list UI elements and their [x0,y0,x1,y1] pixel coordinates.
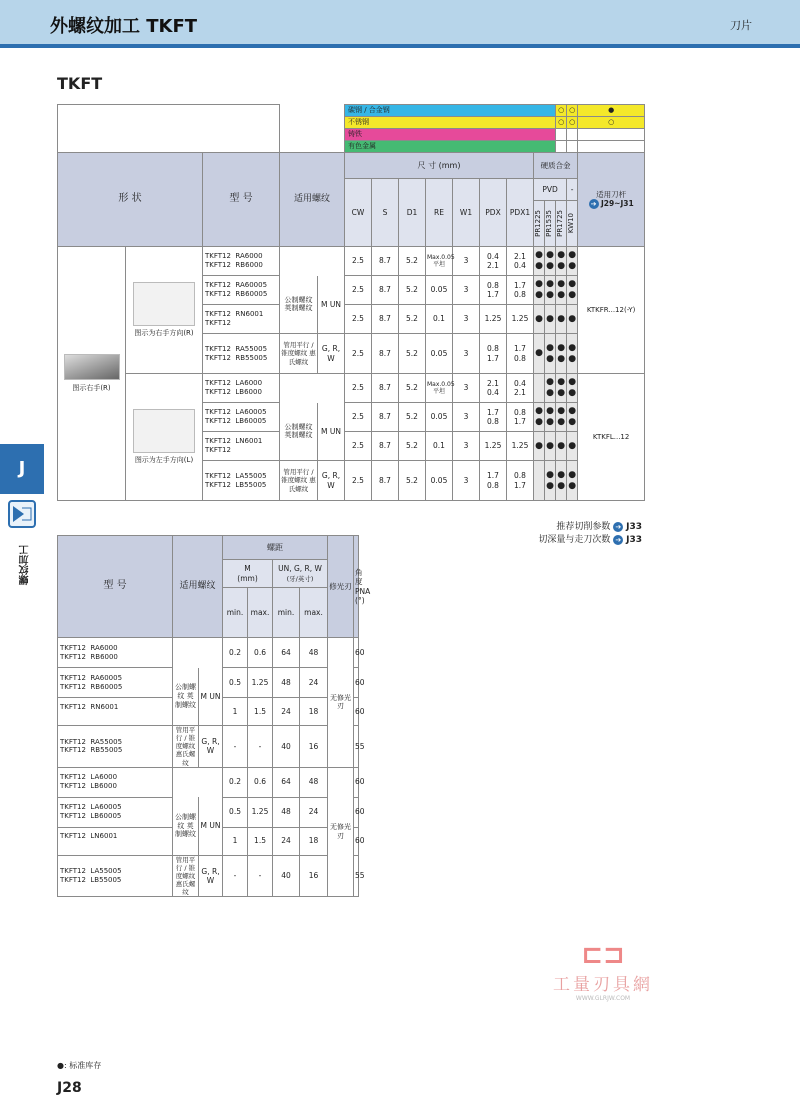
threading-icon [8,500,36,528]
pitch-table: 型 号 适用螺纹 螺距 修光刃 角度 PNA (°) M (mm) UN, G, R, W (牙/英寸) min. max. min. max. TKFT12 RA6000 TKFT12 RB6000 0.2 0.6 64 48 无修光刃 60 TKFT12 RA60005 TKFT12 RB60005 公制螺纹 英制螺纹 M UN 0.5 1.25 48 24 60 TKFT12 RN6001 1 1.5 24 18 60 TKFT12 RA55005 TKFT12 RB55005 管用平行 / 锥度螺纹 惠氏螺纹 G, R, W - - 40 16 55 TKFT12 LA6000 TKFT12 LB6000 0.2 0.6 64 48 无修光刃 60 TKFT12 LA60005 TKFT12 LB60005 公制螺纹 英制螺纹 M UN 0.5 1.25 48 24 60 TKFT12 LN6001 1 1.5 24 18 60 TKFT12 LA55005 TKFT12 LB55005 管用平行 / 锥度螺纹 惠氏螺纹 G, R, W - - 40 16 55 [57,535,359,897]
section-tab-j[interactable]: J [0,444,44,494]
ref-cutting-params[interactable]: 推荐切削参数 ➔ J33 [556,522,642,532]
table-row: TKFT12 RA60005 TKFT12 RB60005 公制螺纹 英制螺纹 M UN 0.5 1.25 48 24 60 [58,668,359,698]
table-row: TKFT12 LA55005 TKFT12 LB55005 管用平行 / 锥度螺纹 惠氏螺纹 G, R, W - - 40 16 55 [58,855,359,897]
table-row: TKFT12 LA60005 TKFT12 LB60005 公制螺纹 英制螺纹 M UN 2.5 8.7 5.2 0.05 3 1.7 0.8 0.8 1.7 ● ● ● ● ● ● ● ● [58,403,645,432]
material-M: 不锈钢 [345,117,556,129]
ref-depth-passes[interactable]: 切深量与走刀次数 ➔ J33 [538,535,642,545]
table-row: 图示右手(R) 图示为右手方向(R) TKFT12 RA6000 TKFT12 RB6000 2.5 8.7 5.2 Max.0.05 平坦 3 0.4 2.1 2.1 0.4 ● ● ● ● ● ● ● ● KTKFR...12(-Y) [58,247,645,276]
material-N: 有色金属 [345,141,556,153]
insert-drawing-left [133,409,195,453]
page-title: 外螺纹加工 TKFT [50,16,198,37]
table-row: TKFT12 LA55005 TKFT12 LB55005 管用平行 / 锥度螺纹 惠氏螺纹 G, R, W 2.5 8.7 5.2 0.05 3 1.7 0.8 0.8 1.7 ● ● ● ● ● ● [58,461,645,501]
insert-drawing-right [133,282,195,326]
table-row: TKFT12 RN6001 1 1.5 24 18 60 [58,698,359,726]
table-row: TKFT12 RN6001 TKFT12 2.5 8.7 5.2 0.1 3 1.25 1.25 ● ● ● ● [58,305,645,334]
product-title: TKFT [57,74,103,93]
table-row: TKFT12 LA6000 TKFT12 LB6000 0.2 0.6 64 48 无修光刃 60 [58,767,359,797]
category-label: 刀片 [730,19,752,32]
watermark-icon: ⊏⊐ [581,940,625,970]
table-row: TKFT12 LN6001 1 1.5 24 18 60 [58,827,359,855]
page-header [0,0,800,48]
table-row: TKFT12 RA6000 TKFT12 RB6000 0.2 0.6 64 48 无修光刃 60 [58,638,359,668]
section-label: 螺纹加工 [20,545,31,585]
table-row: TKFT12 RA55005 TKFT12 RB55005 管用平行 / 锥度螺纹 惠氏螺纹 G, R, W - - 40 16 55 [58,726,359,768]
table-row: TKFT12 LN6001 TKFT12 2.5 8.7 5.2 0.1 3 1.25 1.25 ● ● ● ● [58,432,645,461]
holder-header: 适用刀杆 ➔ J29~J31 [578,153,645,247]
insert-photo [64,354,120,380]
table-row: TKFT12 RA60005 TKFT12 RB60005 公制螺纹 英制螺纹 M UN 2.5 8.7 5.2 0.05 3 0.8 1.7 1.7 0.8 ● ● ● ● ● ● ● ● [58,276,645,305]
table-row: 图示为左手方向(L) TKFT12 LA6000 TKFT12 LB6000 2.5 8.7 5.2 Max.0.05 平坦 3 2.1 0.4 0.4 2.1 ● ● ● ● ● ● KTKFL...12 [58,374,645,403]
table-row: TKFT12 RA55005 TKFT12 RB55005 管用平行 / 锥度螺纹 惠氏螺纹 G, R, W 2.5 8.7 5.2 0.05 3 0.8 1.7 1.7 0.8 ● ● ● ● ● ● ● [58,334,645,374]
material-P: 碳钢 / 合金钢 [345,105,556,117]
page-number: J28 [57,1080,82,1096]
footnote: ●: 标准库存 [57,1061,102,1070]
material-K: 铸铁 [345,129,556,141]
watermark-logo: ⊏⊐ 工量刃具網 WWW.GLRJW.COM [538,940,668,1002]
insert-spec-table: 碳钢 / 合金钢 ○ ○ ● 不锈钢 ○ ○ ○ 铸铁 有色金属 形 状 型 号 适用螺纹 尺 寸 (mm) 硬质合金 适用刀杆 ➔ J29~J31 CW S D1 RE W1 PDX PDX1 PVD - PR1225 PR1535 PR1725 KW10 图示右手(R) 图示为右手方向(R) TKFT12 RA6000 TKFT12 RB6000 2.5 8.7 5.2 Max.0.05 平坦 3 0.4 2.1 2.1 0.4 ● ● ● ● ● ● ● ● KTKFR...12(-Y) TKFT12 RA60005 TKFT12 RB60005 公制螺纹 英制螺纹 M UN 2.5 8.7 5.2 0.05 3 0.8 1.7 1.7 0.8 ● ● ● ● ● ● ● ● TKFT12 RN6001 TKFT12 2.5 8.7 5.2 0.1 3 1.25 1.25 ● ● ● ● TKFT12 RA55005 TKFT12 RB55005 管用平行 / 锥度螺纹 惠氏螺纹 G, R, W 2.5 8.7 5.2 0.05 3 0.8 1.7 1.7 0.8 ● ● ● ● ● ● ● 图示为左手方向(L) TKFT12 LA6000 TKFT12 LB6000 2.5 8.7 5.2 Max.0.05 平坦 3 2.1 0.4 0.4 2.1 ● ● ● ● ● ● KTKFL...12 TKFT12 LA60005 TKFT12 LB60005 公制螺纹 英制螺纹 M UN 2.5 8.7 5.2 0.05 3 1.7 0.8 0.8 1.7 ● ● ● ● ● ● ● ● TKFT12 LN6001 TKFT12 2.5 8.7 5.2 0.1 3 1.25 1.25 ● ● ● ● TKFT12 LA55005 TKFT12 LB55005 管用平行 / 锥度螺纹 惠氏螺纹 G, R, W 2.5 8.7 5.2 0.05 3 1.7 0.8 0.8 1.7 ● ● ● ● ● ● [57,104,645,501]
table-row: TKFT12 LA60005 TKFT12 LB60005 公制螺纹 英制螺纹 M UN 0.5 1.25 48 24 60 [58,797,359,827]
